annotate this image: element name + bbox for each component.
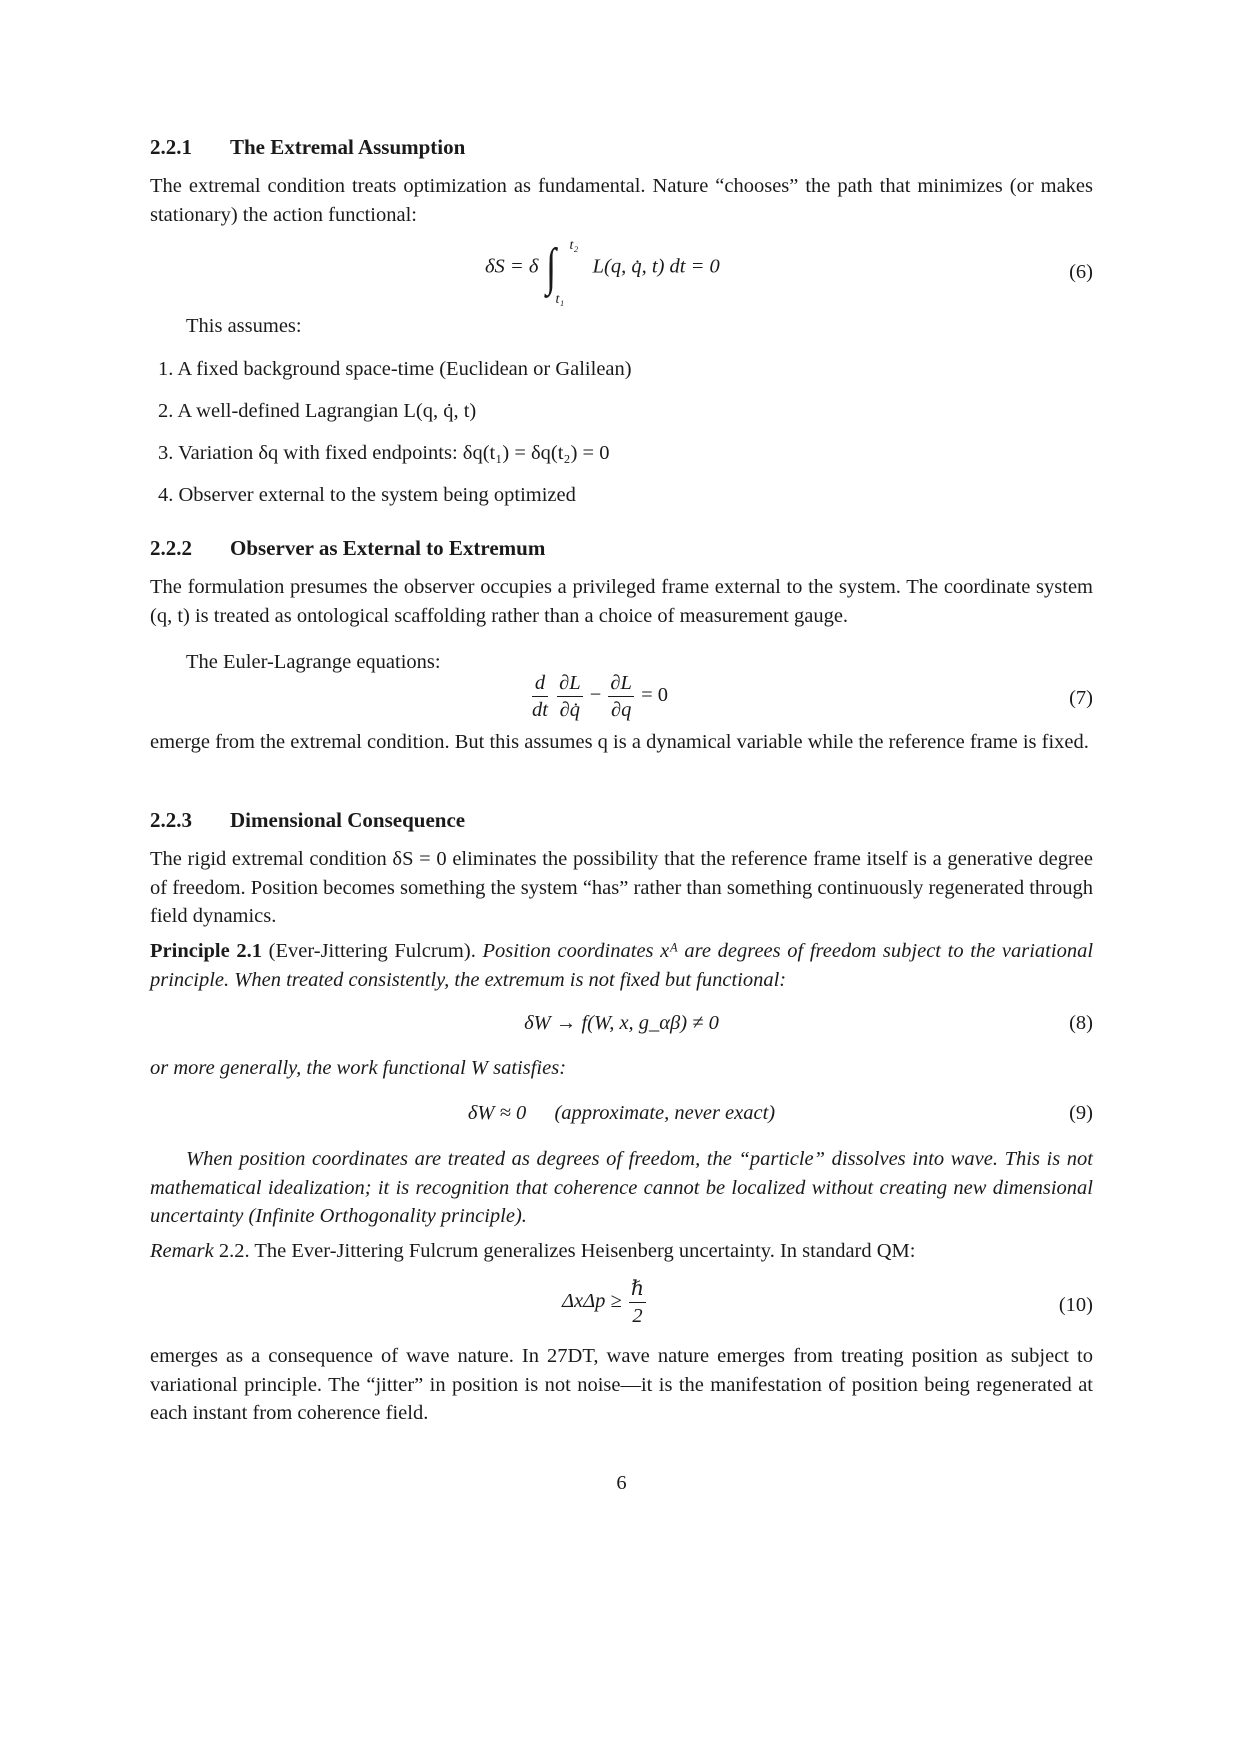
section-title: Observer as External to Extremum <box>230 536 546 560</box>
equation-8 <box>150 1009 1093 1038</box>
paragraph-observer: The formulation presumes the observer occupies a privileged frame external to the system. The coordinate system (q, t) is treated as ontological scaffolding rather than a choice of measurement gauge. <box>150 576 1093 627</box>
section-heading-2-2-3 <box>150 806 465 835</box>
principle-2-1 <box>150 937 1093 994</box>
eq7-equals: = 0 <box>641 684 669 707</box>
section-heading-2-2-2 <box>150 534 545 563</box>
eq7-minus: − <box>589 684 602 707</box>
equation-10 <box>562 1276 648 1329</box>
principle-name: (Ever-Jittering Fulcrum). <box>268 940 476 962</box>
eq6-rhs: L(q, q̇, t) dt = 0 <box>592 255 720 278</box>
principle-body: Position coordinates xᴬ are degrees of freedom subject to the variational principle. When treated consistently, the extremum is not fixed but functional: <box>150 940 1094 991</box>
equation-number-8: (8) <box>1069 1012 1093 1034</box>
frac-dl-dqdot: $\frac{\partial L}{\partial q̇}$ <box>559 672 581 721</box>
principle-after: or more generally, the work functional W satisfies: <box>150 1057 567 1079</box>
remark-label: Remark <box>150 1240 214 1262</box>
frac-hbar-2: $\frac{\text{ℏ}}{2}$ <box>630 1278 645 1327</box>
euler-lagrange-intro: The Euler-Lagrange equations: <box>186 651 441 673</box>
equation-number-6: (6) <box>1069 261 1093 283</box>
eq9-note: (approximate, never exact) <box>554 1102 776 1124</box>
eq6-upper-limit: t₂ <box>569 238 579 253</box>
list-item: 2. A well-defined Lagrangian L(q, q̇, t) <box>158 400 477 422</box>
assumes-label: This assumes: <box>186 315 302 337</box>
section-number: 2.2.2 <box>150 536 192 560</box>
principle-label: Principle 2.1 <box>150 940 262 962</box>
paragraph-wave-nature: emerges as a consequence of wave nature. In 27DT, wave nature emerges from treating position as subject to variational principle. The “jitter” in position is not noise—it is the manifestation of position being regenerated at each instant from coherence field. <box>150 1345 1093 1424</box>
frac-d-dt: $\frac{d}{dt}$ <box>532 672 548 721</box>
paragraph-dimensional: The rigid extremal condition δS = 0 eliminates the possibility that the reference frame itself is a generative degree of freedom. Position becomes something the system “has” rather than something continuously regenerated through field dynamics. <box>150 848 1093 927</box>
section-title: The Extremal Assumption <box>230 135 466 159</box>
eq6-lower-limit: t₁ <box>555 292 565 307</box>
equation-number-10: (10) <box>1058 1294 1093 1316</box>
frac-dl-dq: $\frac{\partial L}{\partial q}$ <box>610 672 632 721</box>
eq6-lhs: δS = δ <box>485 255 539 278</box>
paragraph-extremal: The extremal condition treats optimization as fundamental. Nature “chooses” the path that minimizes (or makes stationary) the action functional: <box>150 175 1093 226</box>
equation-6 <box>485 238 785 307</box>
paragraph-particle-wave: When position coordinates are treated as degrees of freedom, the “particle” dissolves into wave. This is not mathematical idealization; it is recognition that coherence cannot be localized without creating new dimensional uncertainty (Infinite Orthogonality principle). <box>150 1148 1093 1227</box>
equation-7 <box>530 670 668 723</box>
remark-body: The Ever-Jittering Fulcrum generalizes Heisenberg uncertainty. In standard QM: <box>254 1240 916 1262</box>
list-item: 4. Observer external to the system being optimized <box>158 484 576 506</box>
section-title: Dimensional Consequence <box>230 808 466 832</box>
eq10-lhs: ΔxΔp ≥ <box>562 1290 622 1313</box>
page-number: 6 <box>616 1472 627 1494</box>
remark-number: 2.2. <box>218 1240 250 1262</box>
integral-sign: ∫ <box>545 239 556 296</box>
list-item: 3. Variation δq with fixed endpoints: δq(t₁) = δq(t₂) = 0 <box>158 442 610 464</box>
section-number: 2.2.3 <box>150 808 192 832</box>
eq8-text: δW → f(W, x, g_αβ) ≠ 0 <box>524 1012 719 1034</box>
section-number: 2.2.1 <box>150 135 192 159</box>
eq9-text: δW ≈ 0 <box>467 1102 527 1124</box>
equation-number-9: (9) <box>1069 1102 1093 1124</box>
equation-9 <box>150 1099 1093 1128</box>
equation-number-7: (7) <box>1069 687 1093 709</box>
paragraph-emerge: emerge from the extremal condition. But this assumes q is a dynamical variable while the reference frame is fixed. <box>150 731 1089 753</box>
remark-2-2 <box>150 1237 1093 1266</box>
list-item: 1. A fixed background space-time (Euclidean or Galilean) <box>158 358 632 380</box>
section-heading-2-2-1 <box>150 133 465 162</box>
